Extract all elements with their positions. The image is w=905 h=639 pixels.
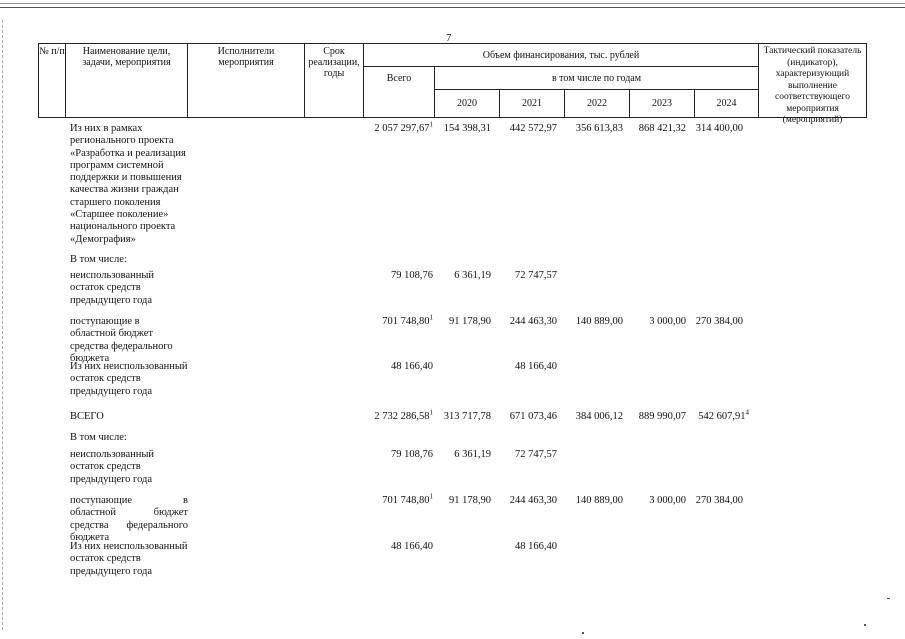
table-header <box>38 43 867 125</box>
row-text: поступающие в областной бюджет средства федерального бюджета <box>70 495 188 543</box>
row-text: Из них в рамках регионального проекта «Разработка и реализация программ системной поддержки и повышения качества жизни граждан старшего поколения «Старшее поколение» национального проекта «Демография» <box>70 123 186 245</box>
row-total: 701 748,80$^1$ <box>382 492 433 506</box>
row-total: 2 732 286,58$^1$ <box>374 408 433 422</box>
header-year-2023: 2023 <box>629 89 695 118</box>
row-2022: 140 889,00 <box>575 316 623 327</box>
row-2024: 270 384,00 <box>695 495 743 506</box>
scan-speck <box>582 632 584 634</box>
header-year-2022: 2022 <box>564 89 630 118</box>
header-name: Наименование цели, задачи, мероприятия <box>65 43 188 118</box>
row-2022: 384 006,12 <box>575 411 623 422</box>
row-2020: 154 398,31 <box>443 123 491 134</box>
row-2021: 72 747,57 <box>515 449 557 460</box>
row-total: 48 166,40 <box>391 541 433 552</box>
header-by-years: в том числе по годам <box>434 66 759 90</box>
header-funding: Объем финансирования, тыс. рублей <box>363 43 759 67</box>
row-2021: 72 747,57 <box>515 270 557 281</box>
row-total: 2 057 297,67$^1$ <box>374 120 433 134</box>
row-2021: 442 572,97 <box>509 123 557 134</box>
row-text: Из них неиспользованный остаток средств предыдущего года <box>70 541 188 577</box>
row-total: 79 108,76 <box>391 270 433 281</box>
header-num: № п/п <box>38 43 66 118</box>
row-2021: 48 166,40 <box>515 541 557 552</box>
page-number: 7 <box>446 32 452 44</box>
row-2020: 313 717,78 <box>443 411 491 422</box>
row-2023: 889 990,07 <box>638 411 686 422</box>
row-text: неиспользованный остаток средств предыдущего года <box>70 449 155 485</box>
row-2024: 542 607,91$^4$ <box>698 408 749 422</box>
row-2022: 140 889,00 <box>575 495 623 506</box>
row-2024: 314 400,00 <box>695 123 743 134</box>
header-total: Всего <box>363 66 435 118</box>
header-executors: Исполнители мероприятия <box>187 43 305 118</box>
row-text: ВСЕГО <box>70 411 104 422</box>
row-2020: 6 361,19 <box>454 449 491 460</box>
row-2020: 91 178,90 <box>449 495 491 506</box>
row-2023: 868 421,32 <box>638 123 686 134</box>
row-2024: 270 384,00 <box>695 316 743 327</box>
page-left-edge <box>2 20 4 630</box>
row-2021: 48 166,40 <box>515 361 557 372</box>
scan-speck <box>887 598 890 599</box>
row-text: В том числе: <box>70 432 127 443</box>
row-2021: 671 073,46 <box>509 411 557 422</box>
page-edge-line <box>0 3 905 4</box>
row-text: поступающие в областной бюджет средства федерального бюджета <box>70 316 173 364</box>
row-2023: 3 000,00 <box>649 495 686 506</box>
header-indicator: Тактический показатель (индикатор), характеризующий выполнение соответствующего мероприятия (мероприятий) <box>758 43 867 118</box>
row-total: 701 748,80$^1$ <box>382 313 433 327</box>
row-total: 79 108,76 <box>391 449 433 460</box>
row-2020: 91 178,90 <box>449 316 491 327</box>
row-text: неиспользованный остаток средств предыдущего года <box>70 270 155 306</box>
row-2020: 6 361,19 <box>454 270 491 281</box>
row-total: 48 166,40 <box>391 361 433 372</box>
header-year-2021: 2021 <box>499 89 565 118</box>
header-term: Срок реализации, годы <box>304 43 364 118</box>
row-2023: 3 000,00 <box>649 316 686 327</box>
header-year-2024: 2024 <box>694 89 759 118</box>
page-top-border <box>0 7 905 8</box>
header-year-2020: 2020 <box>434 89 500 118</box>
scan-speck <box>864 624 866 626</box>
row-2021: 244 463,30 <box>509 495 557 506</box>
row-text: В том числе: <box>70 254 127 265</box>
row-text: Из них неиспользованный остаток средств предыдущего года <box>70 361 188 397</box>
row-2022: 356 613,83 <box>575 123 623 134</box>
row-2021: 244 463,30 <box>509 316 557 327</box>
